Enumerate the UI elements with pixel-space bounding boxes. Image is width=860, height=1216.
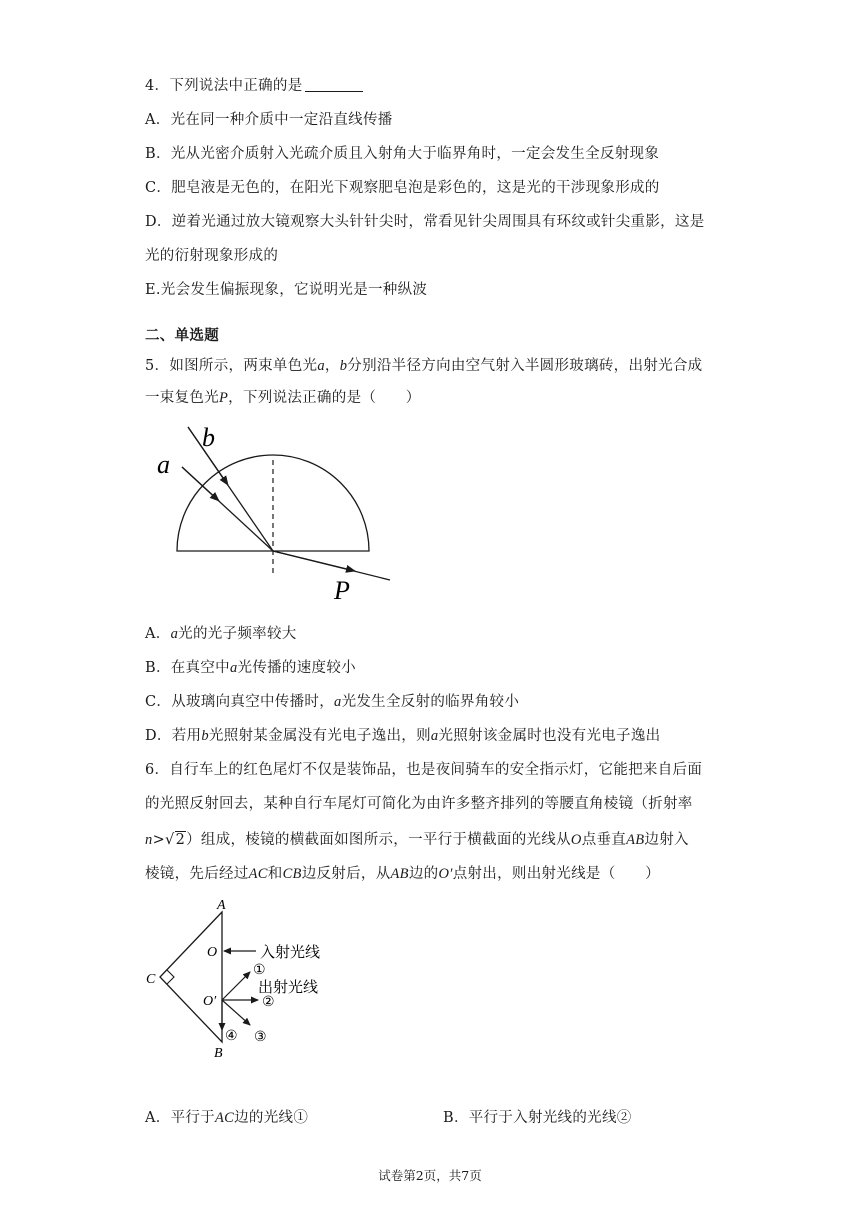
label-A: A bbox=[217, 898, 226, 913]
gt-sign: > bbox=[152, 832, 166, 848]
var-AB: AB bbox=[390, 866, 409, 882]
q4-option-e: E.光会发生偏振现象，它说明光是一种纵波 bbox=[145, 282, 428, 298]
q6-stem-text: 边射入 bbox=[644, 832, 689, 848]
label-O-prime: O′ bbox=[203, 994, 217, 1009]
q6-stem-text: 边的 bbox=[408, 866, 439, 882]
option-letter: A． bbox=[145, 626, 171, 642]
label-P: P bbox=[334, 576, 350, 605]
var-a: a bbox=[430, 728, 439, 744]
ray-1 bbox=[222, 972, 250, 1000]
section-title: 二、单选题 bbox=[145, 327, 219, 344]
var-O: O bbox=[570, 832, 582, 848]
label-C: C bbox=[146, 972, 156, 987]
q6-stem-text: 点垂直 bbox=[581, 832, 627, 848]
option-text: D．若用 bbox=[145, 728, 202, 744]
option-text: 光的光子频率较大 bbox=[178, 626, 297, 642]
var-AC: AC bbox=[214, 1110, 235, 1126]
option-text: A．平行于 bbox=[145, 1110, 215, 1126]
q4-option-c: C．肥皂液是无色的，在阳光下观察肥皂泡是彩色的，这是光的干涉现象形成的 bbox=[145, 180, 660, 196]
q6-stem-text: 边反射后，从 bbox=[301, 866, 391, 882]
sqrt-radicand: 2 bbox=[175, 832, 186, 848]
var-b: b bbox=[201, 728, 209, 744]
label-O: O bbox=[207, 945, 218, 960]
var-b: b bbox=[339, 358, 348, 374]
q4-option-b: B．光从光密介质射入光疏介质且入射角大于临界角时，一定会发生全反射现象 bbox=[145, 146, 660, 162]
var-AC: AC bbox=[248, 866, 268, 882]
q5-sep: ， bbox=[324, 358, 340, 374]
q4-option-d-cont: 光的衍射现象形成的 bbox=[145, 248, 279, 264]
label-outgoing: 出射光线 bbox=[258, 980, 319, 996]
label-a: a bbox=[157, 450, 170, 479]
label-incident: 入射光线 bbox=[260, 945, 321, 961]
q5-stem-text: ，下列说法正确的是（ ） bbox=[228, 390, 421, 406]
q6-stem-line2: 的光照反射回去，某种自行车尾灯可简化为由许多整齐排列的等腰直角棱镜（折射率 bbox=[145, 796, 693, 812]
option-text: 光传播的速度较小 bbox=[237, 660, 356, 676]
right-angle-mark bbox=[167, 970, 174, 984]
var-O-prime: O′ bbox=[438, 866, 453, 882]
sqrt-two: √2 bbox=[165, 832, 186, 848]
option-text: 光发生全反射的临界角较小 bbox=[341, 694, 520, 710]
option-text: 边的光线① bbox=[234, 1110, 309, 1126]
q6-stem-text: ）组成，棱镜的横截面如图所示，一平行于横截面的光线从 bbox=[186, 832, 571, 848]
label-b: b bbox=[202, 423, 215, 452]
q6-option-a bbox=[145, 1108, 308, 1128]
q4-stem-text: 4．下列说法中正确的是 bbox=[145, 78, 303, 94]
q6-stem-text: 点射出，则出射光线是（ ） bbox=[452, 866, 660, 882]
prism-triangle bbox=[160, 912, 222, 1042]
q6-stem-text: 和 bbox=[267, 866, 283, 882]
q5-stem-text: 5．如图所示，两束单色光 bbox=[145, 358, 318, 374]
var-AB: AB bbox=[626, 832, 645, 848]
var-P: P bbox=[219, 390, 229, 406]
var-CB: CB bbox=[282, 866, 302, 882]
q5-stem-text: 一束复色光 bbox=[145, 390, 219, 406]
option-text: C．从玻璃向真空中传播时， bbox=[145, 694, 334, 710]
label-r1: ① bbox=[253, 963, 266, 978]
label-r3: ③ bbox=[254, 1030, 267, 1045]
page-footer: 试卷第2页，共7页 bbox=[378, 1168, 482, 1183]
label-B: B bbox=[214, 1046, 223, 1061]
ray-3 bbox=[222, 1000, 250, 1025]
q6-stem-text: 棱镜，先后经过 bbox=[145, 866, 249, 882]
var-a: a bbox=[317, 358, 325, 374]
q5-stem-text: 分别沿半径方向由空气射入半圆形玻璃砖，出射光合成 bbox=[347, 358, 703, 374]
var-a: a bbox=[334, 694, 342, 710]
option-text: 光照射某金属没有光电子逸出，则 bbox=[208, 728, 431, 744]
q4-option-a: A．光在同一种介质中一定沿直线传播 bbox=[145, 112, 393, 128]
q6-stem-line1: 6．自行车上的红色尾灯不仅是装饰品，也是夜间骑车的安全指示灯，它能把来自后面 bbox=[145, 762, 703, 778]
q6-option-b: B．平行于入射光线的光线② bbox=[443, 1110, 632, 1126]
option-text: 光照射该金属时也没有光电子逸出 bbox=[438, 728, 661, 744]
var-a: a bbox=[229, 660, 238, 676]
label-r4: ④ bbox=[225, 1029, 238, 1044]
q4-option-d: D．逆着光通过放大镜观察大头针针尖时，常看见针尖周围具有环纹或针尖重影，这是 bbox=[145, 214, 705, 230]
option-text: B．在真空中 bbox=[145, 660, 230, 676]
var-n: n bbox=[145, 832, 153, 848]
label-r2: ② bbox=[262, 995, 275, 1010]
var-a: a bbox=[170, 626, 179, 642]
